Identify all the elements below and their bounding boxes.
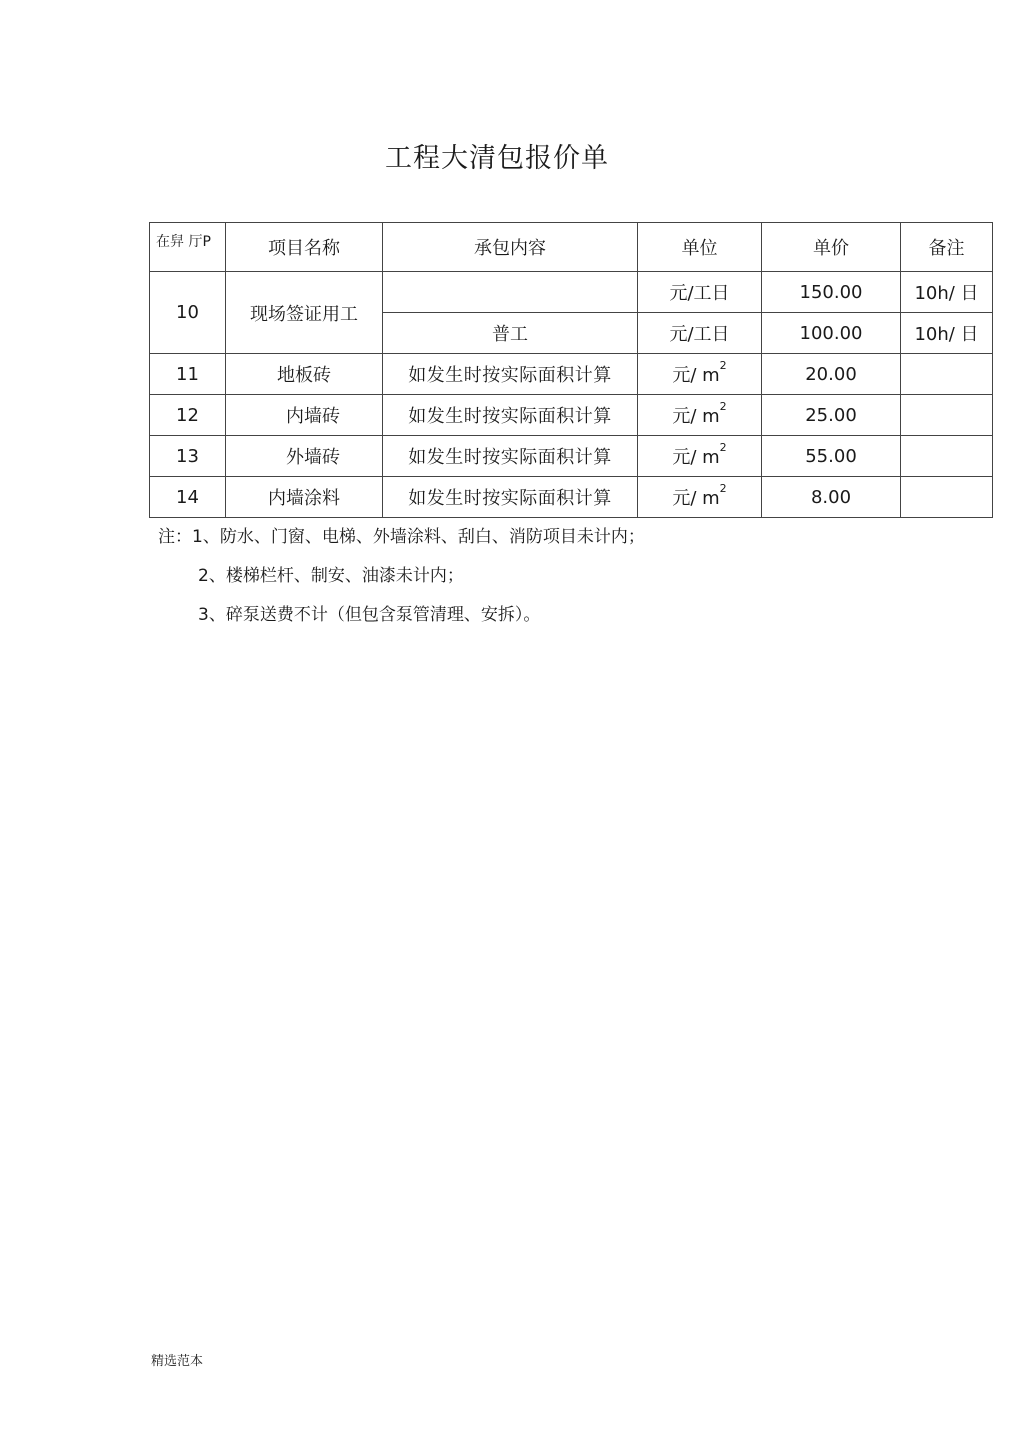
header-price: 单价 bbox=[762, 223, 901, 272]
header-name: 项目名称 bbox=[226, 223, 383, 272]
row-price: 100.00 bbox=[762, 313, 901, 354]
unit-superscript: 2 bbox=[719, 400, 727, 413]
note-line-3: 3、碎泵送费不计（但包含泵管清理、安拆）。 bbox=[198, 605, 541, 625]
unit-text: 元/ m bbox=[672, 447, 720, 468]
unit-text: 元/ m bbox=[672, 365, 720, 386]
notes bbox=[158, 518, 645, 635]
row-remark: 10h/ 日 bbox=[901, 313, 993, 354]
row-seq: 14 bbox=[150, 477, 226, 518]
table-header-row bbox=[150, 223, 993, 272]
header-seq: 在舁 厅P bbox=[150, 223, 226, 272]
note-line-2: 2、楼梯栏杆、制安、油漆未计内； bbox=[198, 566, 464, 586]
row-name: 内墙涂料 bbox=[226, 477, 383, 518]
table-row bbox=[150, 395, 993, 436]
row-name: 现场签证用工 bbox=[226, 272, 383, 354]
row-seq: 13 bbox=[150, 436, 226, 477]
row-seq: 12 bbox=[150, 395, 226, 436]
row-content: 如发生时按实际面积计算 bbox=[383, 436, 638, 477]
unit-superscript: 2 bbox=[719, 441, 727, 454]
header-unit: 单位 bbox=[638, 223, 762, 272]
row-content: 如发生时按实际面积计算 bbox=[383, 395, 638, 436]
header-remark: 备注 bbox=[901, 223, 993, 272]
unit-superscript: 2 bbox=[719, 482, 727, 495]
table-row bbox=[150, 436, 993, 477]
note-line-1: 注：1、防水、门窗、电梯、外墙涂料、刮白、消防项目未计内； bbox=[158, 527, 645, 547]
row-remark bbox=[901, 477, 993, 518]
row-price: 20.00 bbox=[762, 354, 901, 395]
header-content: 承包内容 bbox=[383, 223, 638, 272]
page-title: 工程大清包报价单 bbox=[385, 143, 609, 174]
row-content: 普工 bbox=[383, 313, 638, 354]
row-content bbox=[383, 272, 638, 313]
unit-text: 元/ m bbox=[672, 488, 720, 509]
row-seq: 11 bbox=[150, 354, 226, 395]
row-unit: 元/工日 bbox=[638, 313, 762, 354]
row-unit bbox=[638, 354, 762, 395]
row-unit bbox=[638, 395, 762, 436]
footer-label: 精选范本 bbox=[151, 1354, 204, 1369]
row-price: 150.00 bbox=[762, 272, 901, 313]
table-row bbox=[150, 477, 993, 518]
row-unit: 元/工日 bbox=[638, 272, 762, 313]
row-price: 8.00 bbox=[762, 477, 901, 518]
row-remark bbox=[901, 395, 993, 436]
unit-superscript: 2 bbox=[719, 359, 727, 372]
row-remark bbox=[901, 354, 993, 395]
row-seq: 10 bbox=[150, 272, 226, 354]
row-price: 25.00 bbox=[762, 395, 901, 436]
table-row bbox=[150, 354, 993, 395]
row-remark bbox=[901, 436, 993, 477]
table-row bbox=[150, 272, 993, 313]
row-content: 如发生时按实际面积计算 bbox=[383, 477, 638, 518]
quote-table bbox=[149, 222, 993, 518]
row-unit bbox=[638, 477, 762, 518]
row-remark: 10h/ 日 bbox=[901, 272, 993, 313]
row-price: 55.00 bbox=[762, 436, 901, 477]
row-name: 地板砖 bbox=[226, 354, 383, 395]
row-name: 内墙砖 bbox=[226, 395, 383, 436]
row-unit bbox=[638, 436, 762, 477]
unit-text: 元/ m bbox=[672, 406, 720, 427]
row-content: 如发生时按实际面积计算 bbox=[383, 354, 638, 395]
row-name: 外墙砖 bbox=[226, 436, 383, 477]
